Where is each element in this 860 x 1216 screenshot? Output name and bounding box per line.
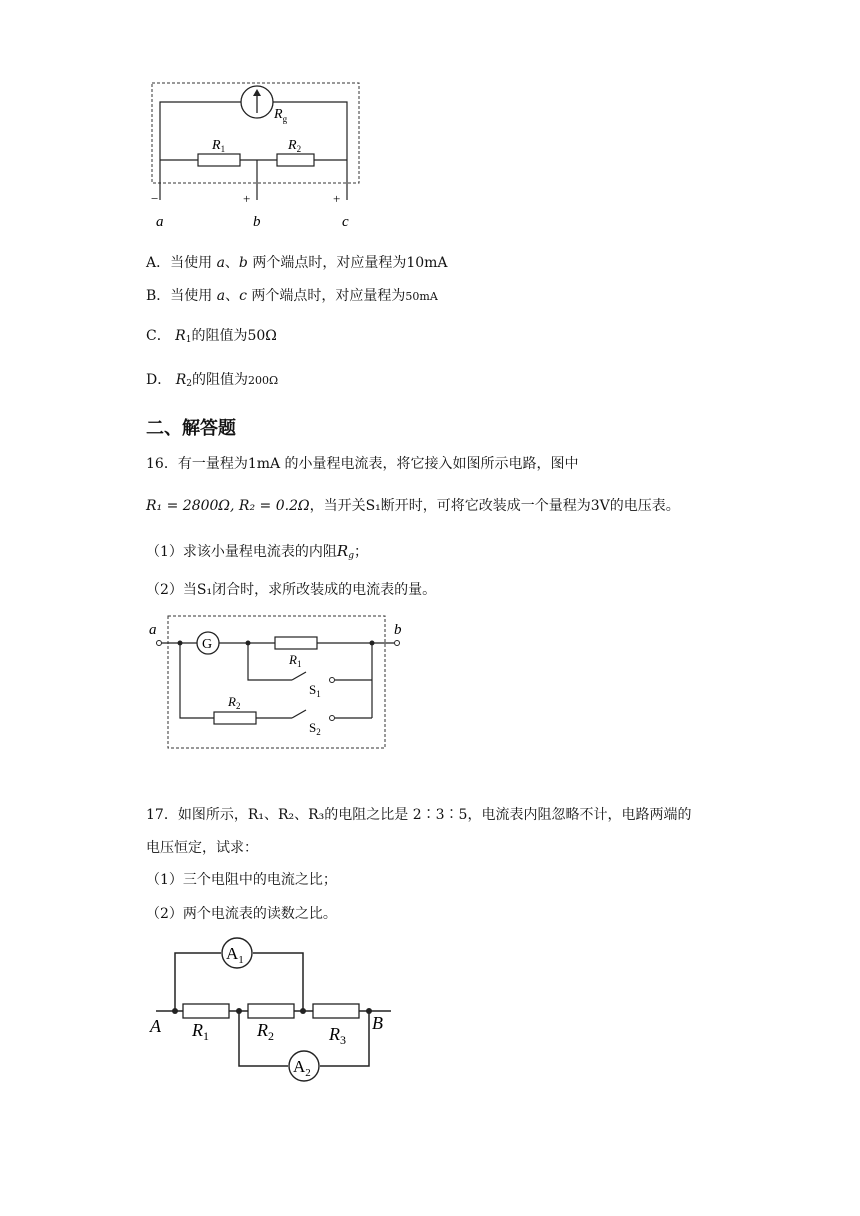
q17-line1: 17．如图所示，R₁、R₂、R₃的电阻之比是 2∶3∶5，电流表内阻忽略不计，电路两端的 — [146, 807, 692, 823]
s2-label: $S_2$ — [309, 720, 321, 737]
q16-line1: 16．有一量程为1mA 的小量程电流表，将它接入如图所示电路，图中 — [146, 456, 579, 472]
svg-text:A2: $A_2$ — [293, 1057, 311, 1079]
resistor-r2 — [214, 712, 256, 724]
terminal-b-label: B — [372, 1013, 383, 1033]
resistor-r1 — [198, 154, 240, 166]
section-title: 二、解答题 — [146, 418, 236, 439]
galvanometer-label: $R_g$ — [274, 107, 288, 124]
r2-label: $R_2$ — [257, 1020, 274, 1043]
terminal-a-label: a — [156, 214, 164, 230]
terminal-a — [157, 641, 162, 646]
r1-label: $R_1$ — [192, 1020, 209, 1043]
q17-sub1: （1）三个电阻中的电流之比； — [146, 872, 337, 888]
q17-sub2: （2）两个电流表的读数之比。 — [146, 906, 337, 922]
q16-sub1: （1）求该小量程电流表的内阻$R_g$； — [146, 542, 368, 561]
q16-line2: R₁ = 2800Ω, R₂ = 0.2Ω，当开关S₁断开时，可将它改装成一个量程为3V的电压表。 — [146, 498, 680, 514]
svg-text:G: G — [202, 637, 213, 652]
option-a: A．当使用 a、b 两个端点时，对应量程为10mA — [146, 255, 448, 271]
resistor-r1 — [183, 1004, 229, 1018]
svg-text:A1: $A_1$ — [226, 944, 244, 966]
r2-label: $R_2$ — [288, 138, 302, 154]
r1-label: $R_1$ — [289, 652, 302, 669]
resistor-r1 — [275, 637, 317, 649]
resistor-r2 — [248, 1004, 294, 1018]
terminal-b-sign: + — [243, 191, 251, 206]
terminal-a-sign: − — [151, 191, 159, 206]
switch-s2 — [292, 710, 306, 718]
r2-label: $R_2$ — [228, 694, 241, 711]
ammeter-circuit-diagram — [140, 78, 370, 238]
terminal-c-sign: + — [333, 191, 341, 206]
resistor-r3 — [313, 1004, 359, 1018]
terminal-b — [395, 641, 400, 646]
r1-label: $R_1$ — [212, 138, 226, 154]
resistors-ammeters-diagram — [146, 932, 406, 1082]
galvanometer-modification-diagram — [146, 614, 416, 754]
terminal-a-label: a — [149, 622, 157, 638]
r3-label: $R_3$ — [329, 1024, 346, 1047]
option-d: D． $R_2$的阻值为200Ω — [146, 372, 279, 389]
s1-label: $S_1$ — [309, 682, 321, 699]
q16-sub2: （2）当S₁闭合时，求所改装成的电流表的量。 — [146, 582, 437, 598]
switch-s1 — [292, 672, 306, 680]
terminal-a-label: A — [150, 1016, 161, 1036]
option-c: C． $R_1$的阻值为50Ω — [146, 328, 277, 345]
terminal-b-label: b — [394, 622, 402, 638]
option-b: B．当使用 a、c 两个端点时，对应量程为50mA — [146, 288, 438, 304]
terminal-c-label: c — [342, 214, 349, 230]
resistor-r2 — [277, 154, 314, 166]
terminal-b-label: b — [253, 214, 261, 230]
q17-line2: 电压恒定，试求： — [146, 840, 258, 856]
